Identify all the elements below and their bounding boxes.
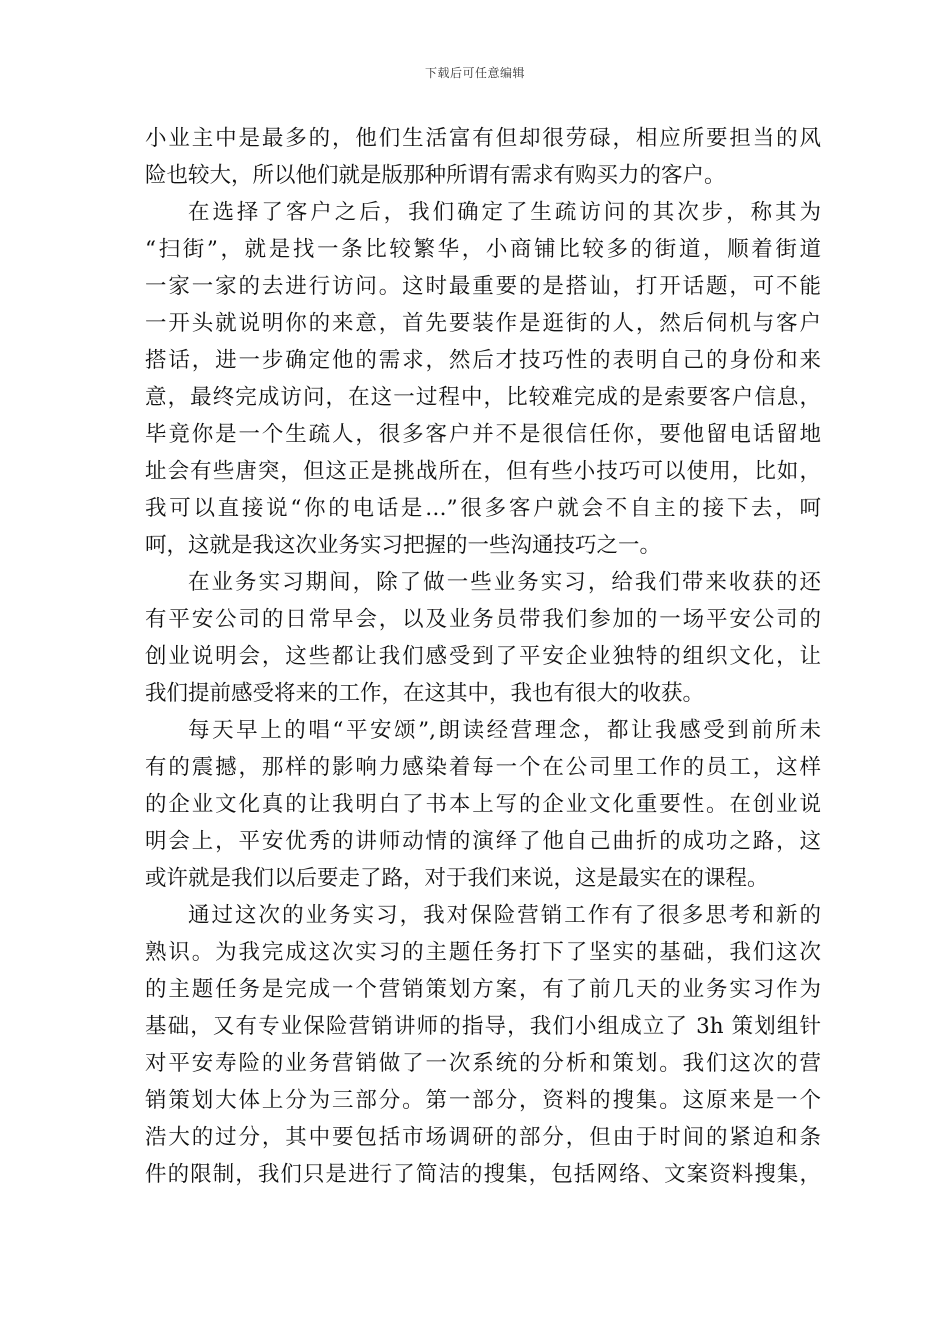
text-line: 在选择了客户之后，我们确定了生疏访问的其次步，称其为 <box>188 200 821 225</box>
text-line: 在业务实习期间，除了做一些业务实习，给我们带来收获的还 <box>188 570 821 595</box>
text-line: 呵，这就是我这次业务实习把握的一些沟通技巧之一。 <box>145 533 662 558</box>
page-header: 下载后可任意编辑 <box>424 66 525 80</box>
text-line: 小业主中是最多的，他们生活富有但却很劳碌，相应所要担当的风 <box>145 126 821 151</box>
text-line: 或许就是我们以后要走了路，对于我们来说，这是最实在的课程。 <box>145 866 769 891</box>
text-line: 基础，又有专业保险营销讲师的指导，我们小组成立了 3h 策划组针 <box>145 1014 821 1039</box>
text-line: 熟识。为我完成这次实习的主题任务打下了坚实的基础，我们这次 <box>145 940 821 965</box>
body-text <box>145 120 821 1193</box>
text-line: 有平安公司的日常早会，以及业务员带我们参加的一场平安公司的 <box>145 607 821 632</box>
text-line: 我们提前感受将来的工作，在这其中，我也有很大的收获。 <box>145 681 705 706</box>
text-line: 险也较大，所以他们就是版那种所谓有需求有购买力的客户。 <box>145 163 726 188</box>
text-line: 的主题任务是完成一个营销策划方案，有了前几天的业务实习作为 <box>145 977 821 1002</box>
text-line: 件的限制，我们只是进行了简洁的搜集，包括网络、文案资料搜集， <box>145 1162 821 1187</box>
text-line: 一家一家的去进行访问。这时最重要的是搭讪，打开话题，可不能 <box>145 274 821 299</box>
text-line: 每天早上的唱“平安颂”,朗读经营理念，都让我感受到前所未 <box>188 718 821 743</box>
text-line: 址会有些唐突，但这正是挑战所在，但有些小技巧可以使用，比如， <box>145 459 821 484</box>
text-line: 明会上，平安优秀的讲师动情的演绎了他自己曲折的成功之路，这 <box>145 829 821 854</box>
text-line: 有的震撼，那样的影响力感染着每一个在公司里工作的员工，这样 <box>145 755 821 780</box>
text-line: 通过这次的业务实习，我对保险营销工作有了很多思考和新的 <box>188 903 821 928</box>
text-line: 的企业文化真的让我明白了书本上写的企业文化重要性。在创业说 <box>145 792 821 817</box>
text-line: 销策划大体上分为三部分。第一部分，资料的搜集。这原来是一个 <box>145 1088 821 1113</box>
text-line: 搭话，进一步确定他的需求，然后才技巧性的表明自己的身份和来 <box>145 348 821 373</box>
text-line: 毕竟你是一个生疏人，很多客户并不是很信任你，要他留电话留地 <box>145 422 821 447</box>
text-line: 我可以直接说“你的电话是…”很多客户就会不自主的接下去，呵 <box>145 496 821 521</box>
text-line: “扫街”，就是找一条比较繁华，小商铺比较多的街道，顺着街道 <box>145 237 821 262</box>
text-line: 浩大的过分，其中要包括市场调研的部分，但由于时间的紧迫和条 <box>145 1125 821 1150</box>
text-line: 创业说明会，这些都让我们感受到了平安企业独特的组织文化，让 <box>145 644 821 669</box>
text-line: 一开头就说明你的来意，首先要装作是逛街的人，然后伺机与客户 <box>145 311 821 336</box>
text-line: 意，最终完成访问，在这一过程中，比较难完成的是索要客户信息， <box>145 385 821 410</box>
text-line: 对平安寿险的业务营销做了一次系统的分析和策划。我们这次的营 <box>145 1051 821 1076</box>
